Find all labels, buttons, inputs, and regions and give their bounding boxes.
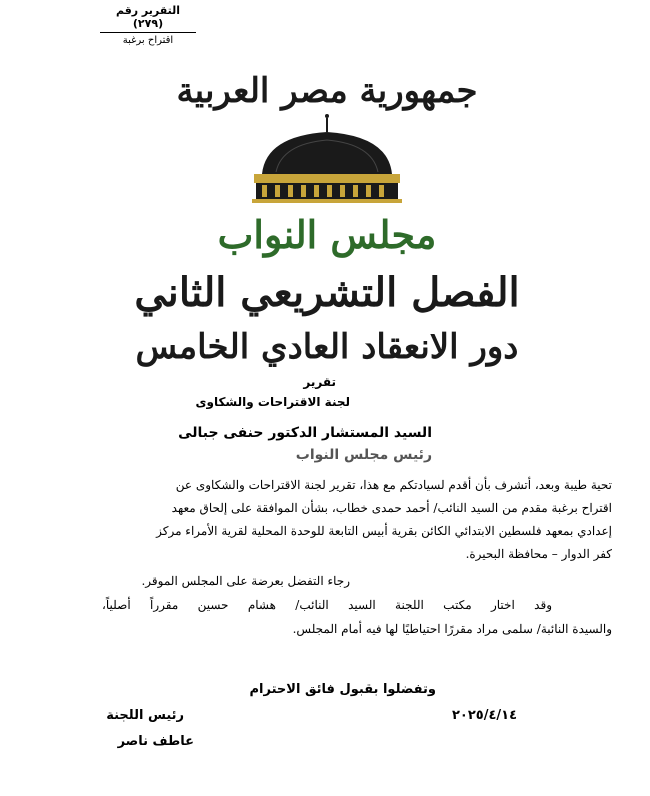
body-line: اقتراح برغبة مقدم من السيد النائب/ أحمد حمدى خطاب، بشأن الموافقة على إلحاق معهد (171, 501, 612, 515)
report-body (102, 474, 612, 566)
report-number: التقرير رقم (٢٧٩) (100, 4, 196, 33)
emblem-council-text: مجلس النواب (217, 212, 437, 257)
body-line: كفر الدوار – محافظة البحيرة. (465, 547, 612, 561)
body-line: إعدادي بمعهد فلسطين الابتدائي الكائن بقرية أبيس التابعة للوحدة المحلية لقرية الأمراء مركز (156, 524, 612, 538)
emblem-country-text: جمهورية مصر العربية (176, 71, 478, 111)
chair-name: عاطف ناصر (117, 734, 194, 749)
committee-name: لجنة الاقتراحات والشكاوى (195, 395, 350, 409)
body-line: تحية طيبة وبعد، أتشرف بأن أقدم لسيادتكم مع هذا، تقرير لجنة الاقتراحات والشكاوى عن (175, 478, 612, 492)
alternate-rapporteur-line: والسيدة النائبة/ سلمى مراد مقررًا احتياطيًا لها فيه أمام المجلس. (292, 622, 612, 636)
emblem-term-text: الفصل التشريعي الثاني (134, 269, 520, 316)
parliament-emblem (0, 52, 650, 372)
report-type: اقتراح برغبة (122, 35, 174, 46)
rapporteur-line: وقد اختار مكتب اللجنة السيد النائب/ هشام حسين مقرراً أصلياً، (102, 598, 552, 612)
closing-salutation: وتفضلوا بقبول فائق الاحترام (249, 682, 436, 697)
chair-title: رئيس اللجنة (106, 708, 184, 723)
report-reference-box (100, 4, 196, 46)
emblem-session-text: دور الانعقاد العادي الخامس (135, 327, 519, 367)
report-label: تقرير (303, 375, 336, 389)
request-line: رجاء التفضل بعرضة على المجلس الموقر. (141, 574, 350, 588)
dome-icon (252, 114, 402, 203)
report-date: ٢٠٢٥/٤/١٤ (452, 708, 518, 723)
addressee-title: رئيس مجلس النواب (295, 447, 432, 463)
addressee-name: السيد المستشار الدكتور حنفى جبالى (178, 425, 432, 441)
